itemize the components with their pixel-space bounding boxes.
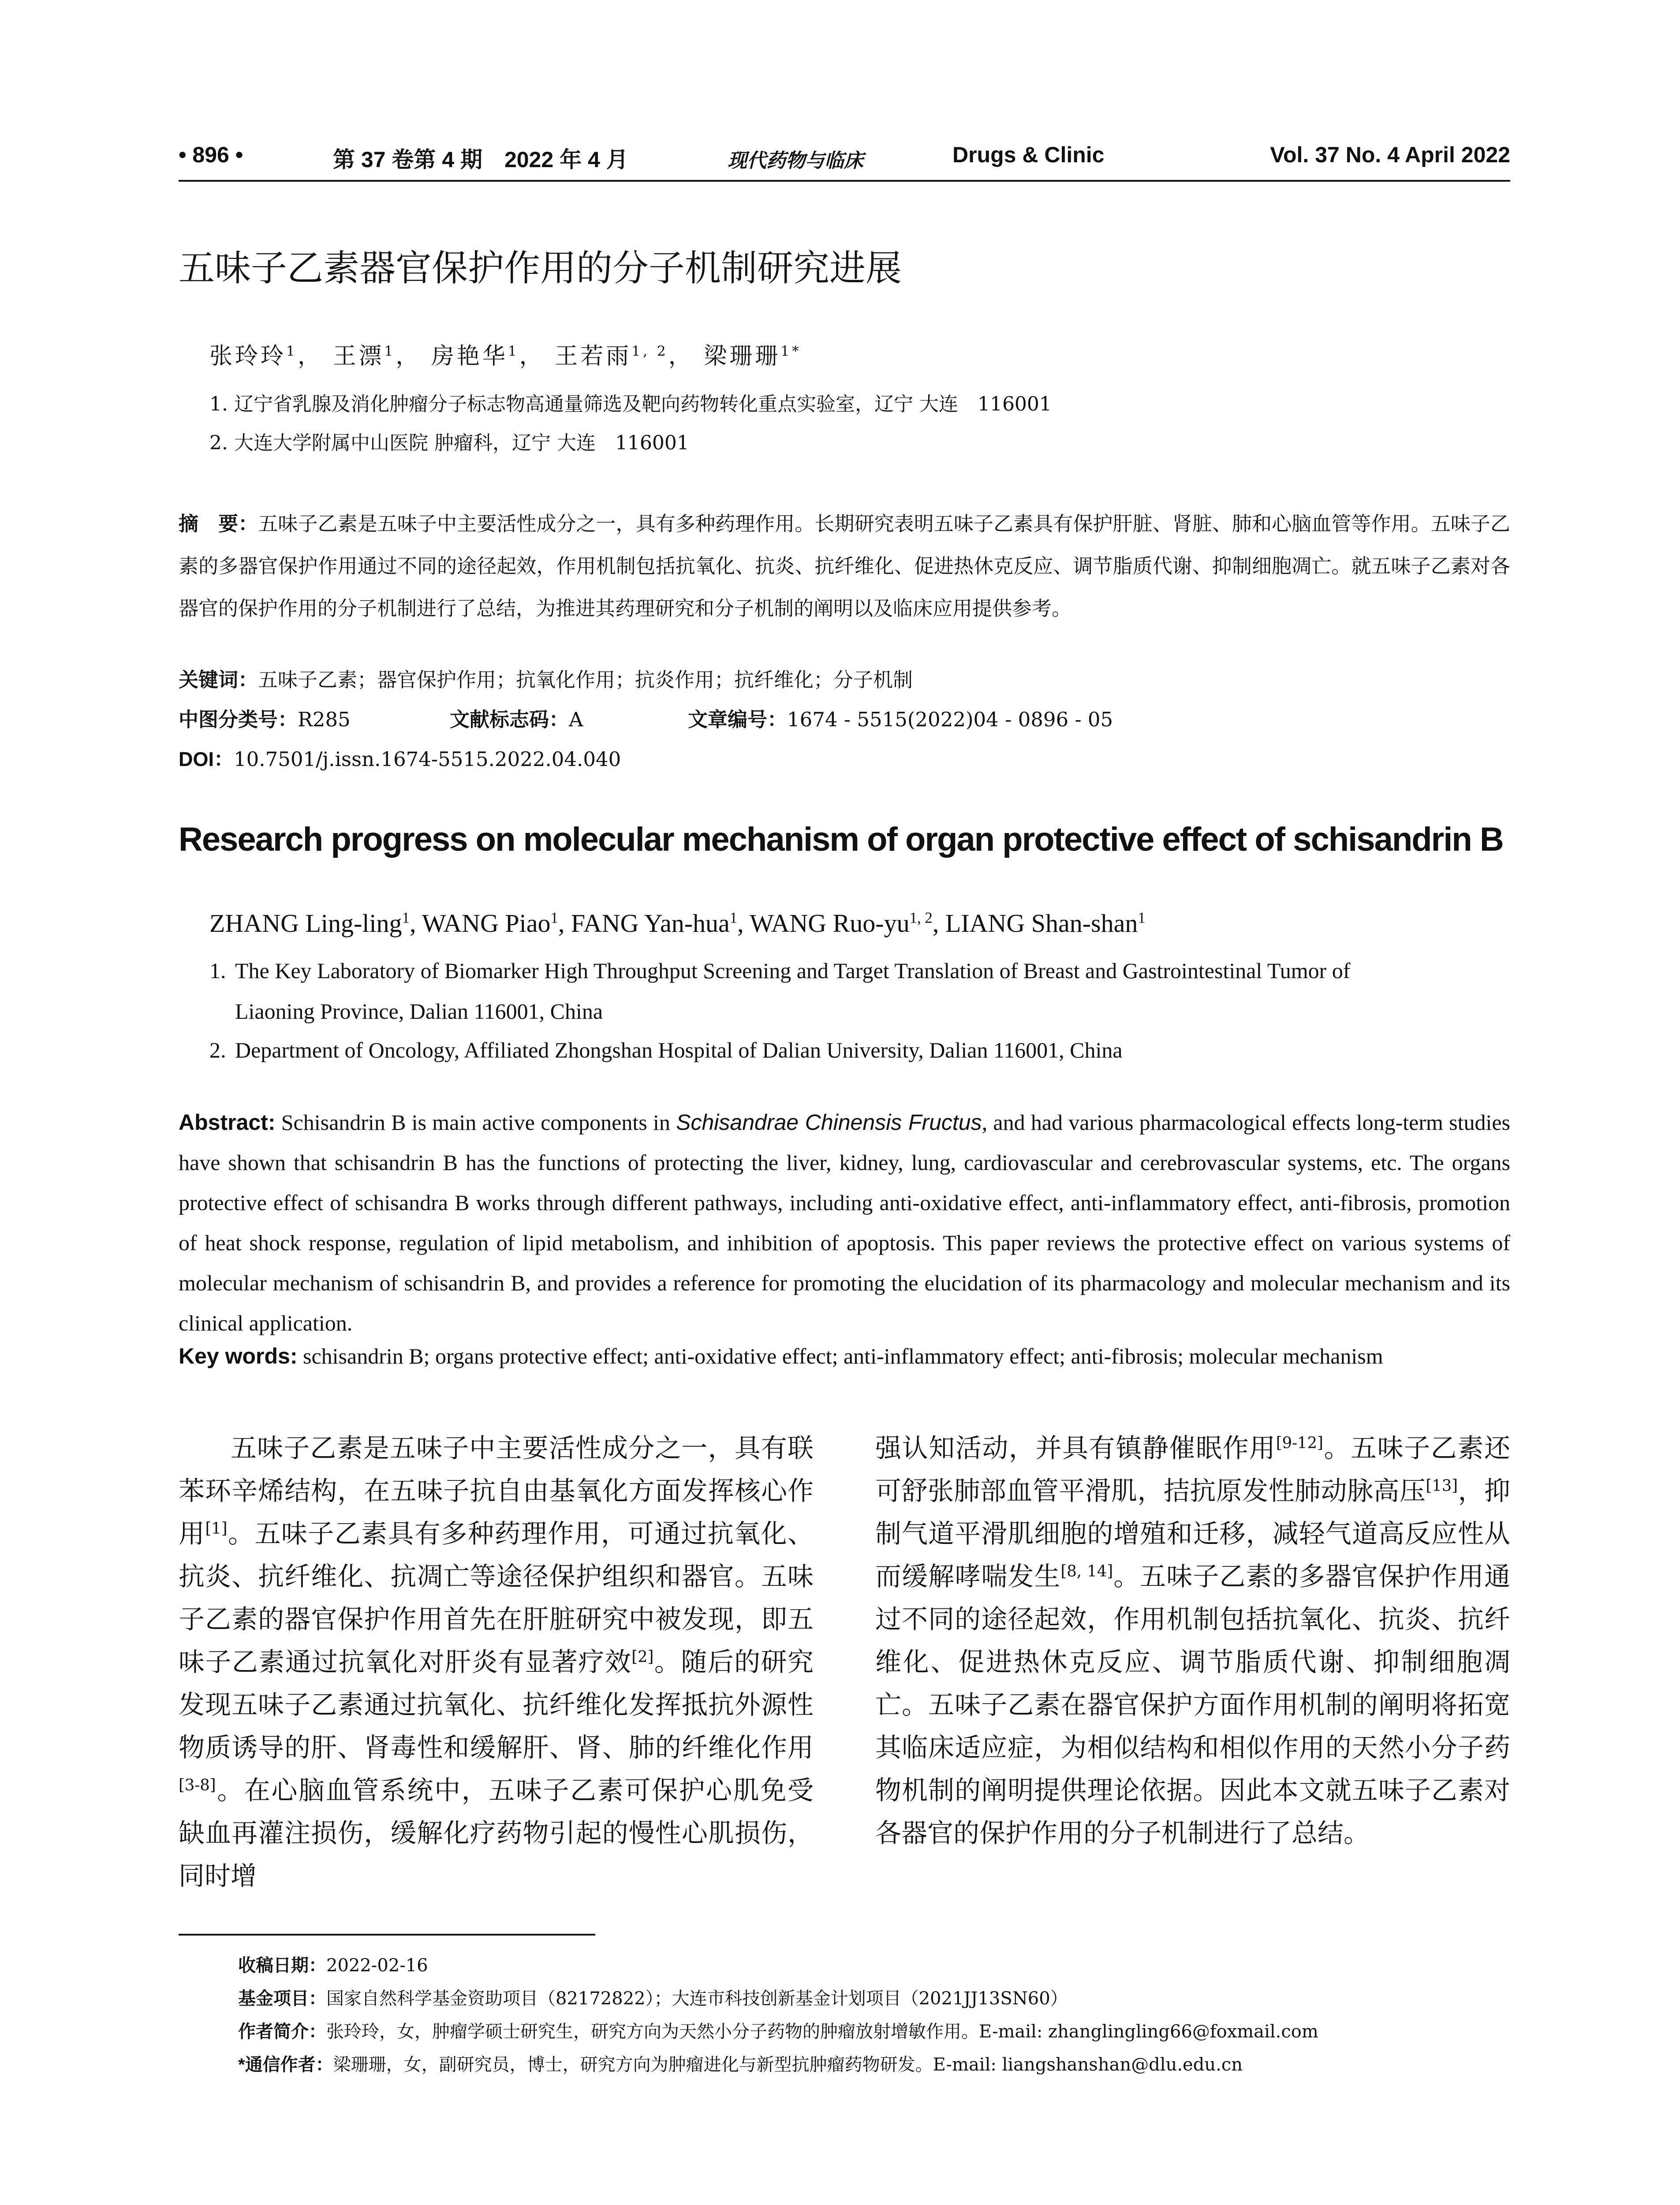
abstract-cn	[179, 503, 1510, 630]
footnote-divider	[179, 1934, 595, 1936]
author-name: WANG Piao	[422, 909, 551, 938]
citation-ref[interactable]: [3-8]	[179, 1776, 216, 1794]
abstract-en-text: Schisandrin B is main active components in	[281, 1110, 670, 1135]
author-name: 梁珊珊	[704, 343, 781, 370]
keywords-en-label: Key words:	[179, 1344, 298, 1368]
author-name: FANG Yan-hua	[571, 909, 730, 938]
author-separator: ，	[519, 343, 545, 370]
author-affiliation-mark: 1	[402, 909, 410, 927]
abstract-en-text-cont: , and had various pharmacological effects long-term studies have shown that schisandrin B has the functions of protecting the liver, kidney, lung, cardiovascular and cerebrovascular systems, etc. The organs protective effect of schisandra B works through different pathways, including anti-oxidative effect, anti-inflammatory effect, anti-fibrosis, promotion of heat shock response, regulation of lipid metabolism, and inhibition of apoptosis. This paper reviews the protective effect on various systems of molecular mechanism of schisandrin B, and provides a reference for promoting the elucidation of its pharmacology and molecular mechanism and its clinical application.	[179, 1110, 1511, 1335]
author-affiliation-mark: 1, 2	[909, 909, 933, 927]
footnote-fund	[238, 1982, 1517, 2015]
author-name: LIANG Shan-shan	[945, 909, 1138, 938]
journal-name-en: Drugs & Clinic	[952, 142, 1105, 167]
body-text: 。在心脑血管系统中，五味子乙素可保护心肌免受缺血再灌注损伤，缓解化疗药物引起的慢性心肌损伤，同时增	[179, 1775, 814, 1891]
fund-text: 国家自然科学基金资助项目（82172822）；大连市科技创新基金计划项目（2021JJ13SN60）	[326, 1988, 1068, 2009]
affiliation-number: 2.	[209, 1038, 226, 1062]
citation-ref[interactable]: [9-12]	[1276, 1434, 1323, 1452]
author-separator: ,	[409, 909, 422, 938]
received-label: 收稿日期：	[238, 1956, 326, 1975]
abstract-en-italic-term: Schisandrae Chinensis Fructus	[676, 1110, 982, 1135]
affiliation-number: 1.	[209, 958, 226, 983]
footnote-author-bio	[238, 2015, 1517, 2048]
body-text: 。五味子乙素的多器官保护作用通过不同的途径起效，作用机制包括抗氧化、抗炎、抗纤维化、促进热休克反应、调节脂质代谢、抑制细胞凋亡。五味子乙素在器官保护方面作用机制的阐明将拓宽其临床适应症，为相似结构和相似作用的天然小分子药物机制的阐明提供理论依据。因此本文就五味子乙素对各器官的保护作用的分子机制进行了总结。	[875, 1561, 1510, 1848]
keywords-en-text: schisandrin B; organs protective effect; anti-oxidative effect; anti-inflammatory effect; anti-fibrosis; molecular mechanism	[303, 1344, 1383, 1368]
issue-info: 第 37 卷第 4 期 2022 年 4 月	[333, 147, 628, 172]
doi-value[interactable]: 10.7501/j.issn.1674-5515.2022.04.040	[234, 747, 621, 771]
affiliation-text: The Key Laboratory of Biomarker High Throughput Screening and Target Translation of Breast and Gastrointestinal Tumor of	[235, 958, 1351, 983]
abstract-en	[179, 1102, 1510, 1343]
clc-label: 中图分类号：	[179, 708, 298, 731]
author-name: 房艳华	[431, 343, 508, 370]
running-header	[179, 140, 1510, 182]
citation-ref[interactable]: [8, 14]	[1060, 1562, 1113, 1581]
author-name: WANG Ruo-yu	[750, 909, 910, 938]
affiliation-text: Department of Oncology, Affiliated Zhongshan Hospital of Dalian University, Dalian 116001, China	[235, 1038, 1123, 1062]
author-affiliation-mark: 1	[729, 909, 738, 927]
author-separator: ，	[297, 343, 323, 370]
bio-label: 作者简介：	[238, 2022, 326, 2041]
author-affiliation-mark: 1	[286, 343, 298, 359]
author-affiliation-mark: 1*	[780, 343, 802, 359]
body-text: 五味子乙素是五味子中主要活性成分之一，具有联苯环辛烯结构，在五味子抗自由基氧化方面发挥核心作用	[179, 1433, 814, 1549]
citation-ref[interactable]: [1]	[205, 1519, 228, 1538]
author-name: ZHANG Ling-ling	[209, 909, 402, 938]
author-name: 王漂	[333, 343, 385, 370]
corr-label: *通信作者：	[238, 2055, 333, 2074]
page-number: • 896 •	[179, 142, 243, 167]
author-separator: ,	[558, 909, 571, 938]
author-separator: ，	[668, 343, 694, 370]
footnotes	[238, 1949, 1517, 2082]
article-title-cn: 五味子乙素器官保护作用的分子机制研究进展	[179, 247, 902, 289]
keywords-cn-label: 关键词：	[179, 669, 258, 691]
footnote-received	[238, 1949, 1517, 1982]
article-title-en: Research progress on molecular mechanism of organ protective effect of schisandrin B	[179, 821, 1503, 858]
abstract-en-label: Abstract:	[179, 1110, 276, 1135]
volume-info: Vol. 37 No. 4 April 2022	[1270, 142, 1510, 167]
citation-ref[interactable]: [2]	[631, 1648, 654, 1666]
author-name: 张玲玲	[209, 343, 287, 370]
classification-line	[179, 703, 1501, 732]
body-column-right	[875, 1427, 1510, 1854]
footnote-corresponding	[238, 2048, 1517, 2082]
affiliation-text-continued: Liaoning Province, Dalian 116001, China	[235, 999, 603, 1024]
body-text: 。五味子乙素具有多种药理作用，可通过抗氧化、抗炎、抗纤维化、抗凋亡等途径保护组织和器官。五味子乙素的器官保护作用首先在肝脏研究中被发现，即五味子乙素通过抗氧化对肝炎有显著疗效	[179, 1518, 814, 1677]
author-affiliation-mark: 1	[508, 343, 519, 359]
author-list-cn	[209, 337, 802, 370]
doi-label: DOI：	[179, 748, 234, 770]
author-name: 王若雨	[555, 343, 632, 370]
body-text: 。随后的研究发现五味子乙素通过抗氧化、抗纤维化发挥抵抗外源性物质诱导的肝、肾毒性和缓解肝、肾、肺的纤维化作用	[179, 1647, 814, 1763]
journal-name-cn: 现代药物与临床	[728, 149, 863, 172]
body-text: 强认知活动，并具有镇静催眠作用	[875, 1433, 1276, 1463]
affiliation-en-1	[209, 950, 1510, 1031]
doi-line	[179, 743, 621, 772]
body-text: 。五味子乙素还可舒张肺部血管平滑肌，拮抗原发性肺动脉高压	[875, 1433, 1510, 1506]
affiliation-cn-2: 2. 大连大学附属中山医院 肿瘤科，辽宁 大连 116001	[209, 432, 689, 454]
fund-label: 基金项目：	[238, 1989, 326, 2008]
body-column-left	[179, 1427, 814, 1897]
affiliation-en-2	[209, 1030, 1510, 1070]
author-affiliation-mark: 1	[384, 343, 396, 359]
body-text: ，抑制气道平滑肌细胞的增殖和迁移，减轻气道高反应性从而缓解哮喘发生	[875, 1476, 1510, 1592]
author-separator: ，	[396, 343, 422, 370]
abstract-cn-text: 五味子乙素是五味子中主要活性成分之一，具有多种药理作用。长期研究表明五味子乙素具有保护肝脏、肾脏、肺和心脑血管等作用。五味子乙素的多器官保护作用通过不同的途径起效，作用机制包括抗氧化、抗炎、抗纤维化、促进热休克反应、调节脂质代谢、抑制细胞凋亡。就五味子乙素对各器官的保护作用的分子机制进行了总结，为推进其药理研究和分子机制的阐明以及临床应用提供参考。	[179, 512, 1510, 620]
author-separator: ,	[932, 909, 945, 938]
clc-value: R285	[298, 708, 351, 731]
abstract-cn-label: 摘 要：	[179, 512, 258, 535]
author-affiliation-mark: 1, 2	[631, 343, 668, 359]
author-list-en	[209, 908, 1146, 938]
bio-text: 张玲玲，女，肿瘤学硕士研究生，研究方向为天然小分子药物的肿瘤放射增敏作用。E-mail: zhanglingling66@foxmail.com	[326, 2022, 1318, 2042]
author-affiliation-mark: 1	[550, 909, 558, 927]
received-date: 2022-02-16	[326, 1955, 428, 1976]
author-affiliation-mark: 1	[1138, 909, 1146, 927]
corr-text: 梁珊珊，女，副研究员，博士，研究方向为肿瘤进化与新型抗肿瘤药物研发。E-mail: liangshanshan@dlu.edu.cn	[333, 2055, 1243, 2075]
article-no-label: 文章编号：	[688, 708, 788, 731]
article-no-value: 1674 - 5515(2022)04 - 0896 - 05	[787, 708, 1113, 731]
author-separator: ,	[737, 909, 750, 938]
affiliation-cn-1: 1. 辽宁省乳腺及消化肿瘤分子标志物高通量筛选及靶向药物转化重点实验室，辽宁 大连 116001	[209, 393, 1052, 415]
keywords-cn-text: 五味子乙素；器官保护作用；抗氧化作用；抗炎作用；抗纤维化；分子机制	[258, 668, 913, 691]
doc-code-label: 文献标志码：	[450, 708, 569, 731]
keywords-cn	[179, 664, 1501, 692]
citation-ref[interactable]: [13]	[1426, 1476, 1458, 1495]
doc-code-value: A	[569, 708, 583, 731]
keywords-en	[179, 1343, 1515, 1369]
